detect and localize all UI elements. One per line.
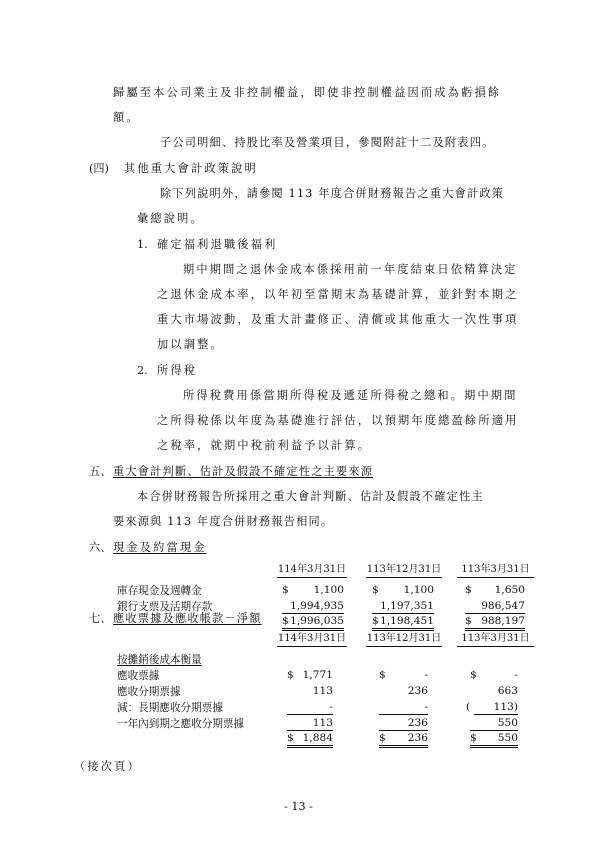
paragraph-line: 子公司明細、持股比率及營業項目，參閱附註十二及附表四。: [160, 136, 495, 149]
table-cell: 986,547: [465, 599, 525, 614]
item-number: 1.: [137, 238, 148, 251]
total-cell: $ 1,198,451: [372, 614, 434, 631]
table-cell: -: [287, 700, 333, 715]
section-title: 應收票據及應收帳款－淨額: [113, 612, 262, 625]
table-cell: 236: [379, 716, 428, 731]
section-number: (四): [89, 162, 109, 175]
table-cell: 113: [287, 716, 333, 731]
paragraph-line: 之所得稅係以年度為基礎進行評估，以預期年度總盈餘所適用: [157, 414, 519, 427]
section-number: 六、: [89, 541, 112, 554]
total-cell: $ 1,996,035: [282, 614, 344, 631]
table-cell: 550: [470, 716, 518, 731]
row-label: 應收分期票據: [117, 686, 181, 698]
table-cell: 236: [407, 685, 428, 697]
paragraph-line: 加以調整。: [157, 338, 224, 351]
page-number: - 13 -: [284, 800, 313, 813]
column-header: 113年12月31日: [366, 563, 442, 578]
paragraph-line: 之退休金成本率，以年初至當期末為基礎計算，並針對本期之: [157, 288, 519, 301]
column-header: 113年3月31日: [457, 632, 534, 647]
column-header: 113年3月31日: [457, 563, 534, 578]
total-cell: $ 236: [379, 731, 428, 748]
table-cell: -: [379, 700, 428, 715]
section-number: 七、: [89, 612, 112, 625]
paragraph-line: 歸屬至本公司業主及非控制權益，即使非控制權益因而成為虧損餘: [113, 86, 502, 99]
table-cell: 1,994,935: [282, 599, 344, 614]
table-cell: $ 1,100: [282, 584, 344, 596]
item-title: 確定福利退職後福利: [157, 238, 278, 251]
paragraph-line: 彙總說明。: [137, 212, 204, 225]
continued-note: （接次頁）: [74, 760, 141, 773]
receivables-table: [0, 632, 595, 747]
table-cell: $ -: [470, 669, 518, 681]
row-label: 銀行支票及活期存款: [117, 601, 213, 613]
table-cell: ( 113): [466, 701, 518, 713]
table-cell: $ 1,771: [287, 669, 333, 681]
paragraph-line: 要來源與 113 年度合併財務報告相同。: [113, 515, 334, 528]
section-title: 現金及約當現金: [113, 541, 207, 554]
paragraph-line: 期中期間之退休金成本係採用前一年度結束日依精算決定: [183, 263, 518, 276]
subheading: 按攤銷後成本衡量: [117, 654, 202, 666]
row-label: 應收票據: [117, 670, 160, 682]
total-cell: $ 988,197: [465, 614, 525, 631]
total-cell: $ 550: [470, 731, 518, 748]
table-cell: 1,197,351: [372, 599, 434, 614]
paragraph-line: 本合併財務報告所採用之重大會計判斷、估計及假設不確定性主: [137, 490, 484, 503]
table-cell: $ -: [379, 669, 428, 681]
item-number: 2.: [137, 364, 148, 377]
row-label: 一年內到期之應收分期票據: [117, 718, 245, 730]
paragraph-line: 重大市場波動，及重大計畫修正、清償或其他重大一次性事項: [157, 313, 519, 326]
row-label: 減：長期應收分期票據: [117, 702, 223, 714]
table-cell: 663: [497, 685, 518, 697]
table-cell: 113: [312, 685, 333, 697]
paragraph-line: 額。: [113, 111, 140, 124]
column-header: 114年3月31日: [277, 563, 347, 578]
table-cell: $ 1,650: [465, 584, 525, 596]
column-header: 113年12月31日: [366, 632, 442, 647]
row-label: 庫存現金及週轉金: [117, 585, 202, 597]
paragraph-line: 所得稅費用係當期所得稅及遞延所得稅之總和。期中期間: [183, 389, 518, 402]
section-title: 其他重大會計政策說明: [124, 162, 258, 175]
table-cell: $ 1,100: [372, 584, 434, 596]
paragraph-line: 之稅率，就期中稅前利益予以計算。: [157, 439, 372, 452]
item-title: 所得稅: [157, 364, 198, 377]
section-title: 重大會計判斷、估計及假設不確定性之主要來源: [113, 465, 374, 478]
paragraph-line: 除下列說明外，請參閱 113 年度合併財務報告之重大會計政策: [160, 187, 505, 200]
section-number: 五、: [89, 465, 112, 478]
column-header: 114年3月31日: [277, 632, 347, 647]
total-cell: $ 1,884: [287, 731, 333, 748]
